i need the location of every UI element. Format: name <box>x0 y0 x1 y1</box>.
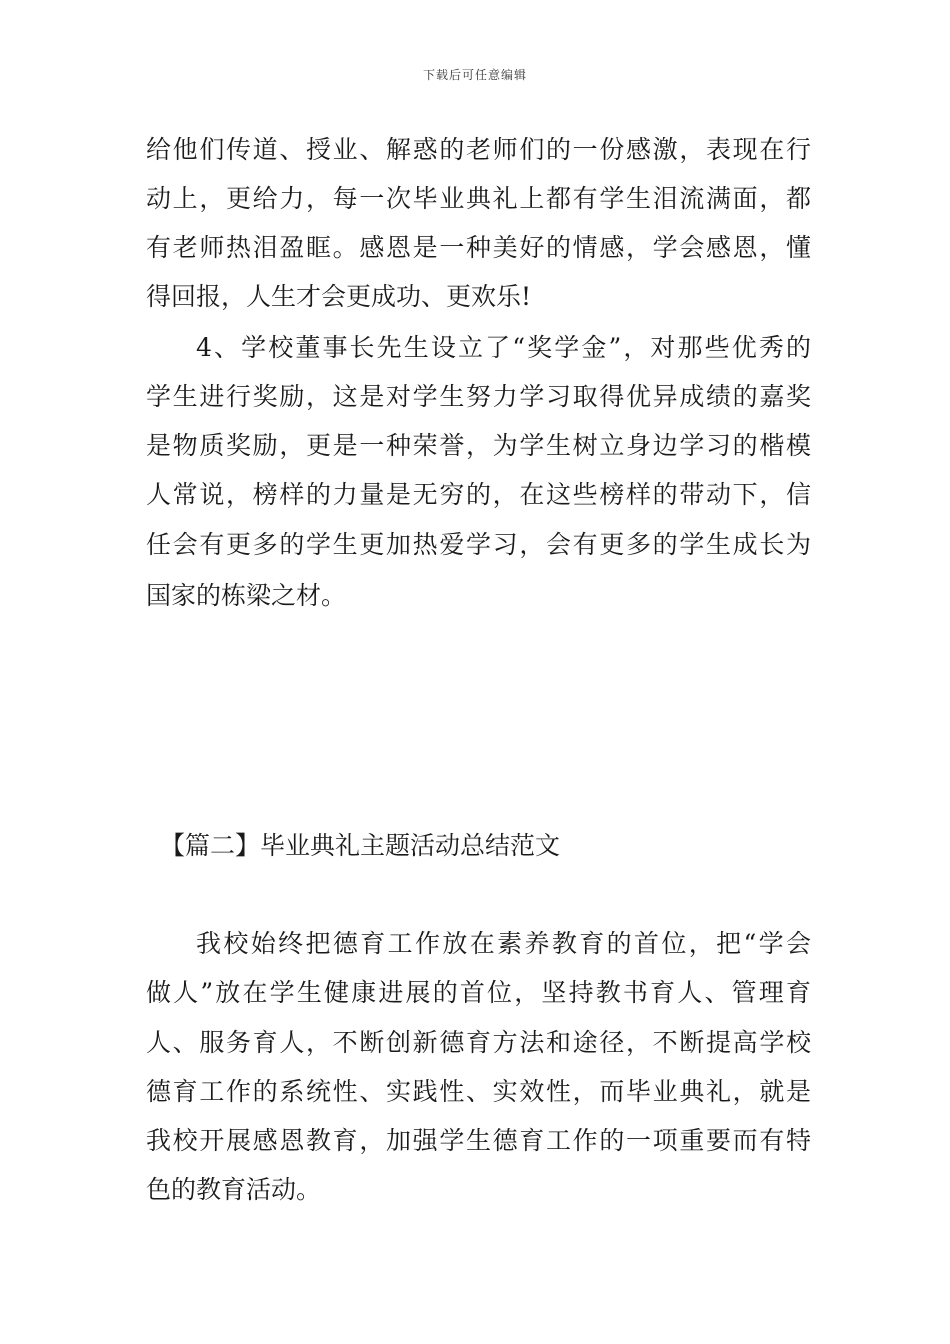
paragraph-1-line-1: 给他们传道、授业、解惑的老师们的一份感激，表现在行 <box>146 135 811 164</box>
paragraph-3-line-3: 人、服务育人，不断创新德育方法和途径，不断提高学校 <box>146 1028 811 1057</box>
paragraph-1-line-2: 动上，更给力，每一次毕业典礼上都有学生泪流满面，都 <box>146 184 811 213</box>
paragraph-1-line-4: 得回报，人生才会更成功、更欢乐! <box>146 282 532 311</box>
paragraph-2-line-3: 是物质奖励，更是一种荣誉，为学生树立身边学习的楷模 <box>146 431 811 460</box>
paragraph-2-line-5: 任会有更多的学生更加热爱学习，会有更多的学生成长为 <box>146 530 811 559</box>
section-heading: 【篇二】毕业典礼主题活动总结范文 <box>160 831 561 860</box>
paragraph-2-line-6: 国家的栋梁之材。 <box>146 581 347 610</box>
paragraph-1-line-3: 有老师热泪盈眶。感恩是一种美好的情感，学会感恩，懂 <box>146 233 811 262</box>
paragraph-3-line-4: 德育工作的系统性、实践性、实效性，而毕业典礼，就是 <box>146 1077 811 1106</box>
paragraph-3-line-2: 做人”放在学生健康进展的首位，坚持教书育人、管理育 <box>146 978 811 1007</box>
paragraph-3-line-1: 我校始终把德育工作放在素养教育的首位，把“学会 <box>196 929 811 958</box>
page-header: 下载后可任意编辑 <box>422 68 527 82</box>
paragraph-2-line-4: 人常说，榜样的力量是无穷的，在这些榜样的带动下，信 <box>146 480 811 509</box>
paragraph-2-line-2: 学生进行奖励，这是对学生努力学习取得优异成绩的嘉奖 <box>146 382 811 411</box>
paragraph-3-line-6: 色的教育活动。 <box>146 1175 322 1204</box>
paragraph-2-line-1: 4、学校董事长先生设立了“奖学金”，对那些优秀的 <box>196 333 811 362</box>
paragraph-3-line-5: 我校开展感恩教育，加强学生德育工作的一项重要而有特 <box>146 1126 811 1155</box>
